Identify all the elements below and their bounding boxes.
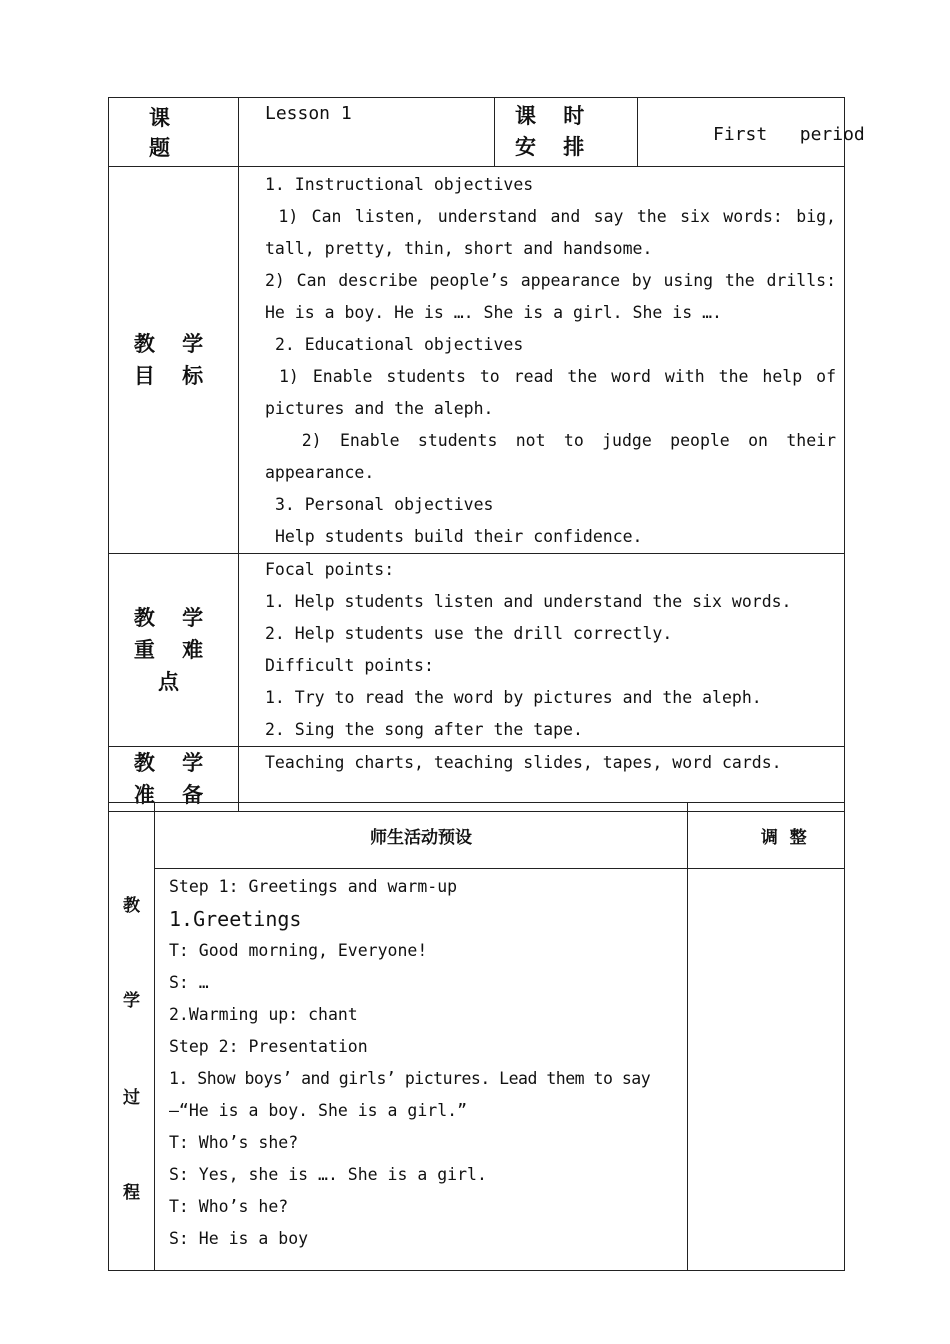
activity-line: T: Who’s she? [169, 1133, 299, 1152]
topic-label-text: 课 题 [149, 106, 198, 160]
preparation-label-line-2: 准 备 [133, 783, 214, 807]
activity-line: S: He is a boy [169, 1229, 309, 1248]
topic-label [109, 98, 239, 167]
objective-line: 1. Instructional objectives [265, 175, 534, 194]
key-point-line: 2. Help students use the drill correctly. [265, 624, 673, 643]
key-points-row [109, 554, 845, 747]
process-side-char: 程 [123, 1183, 140, 1203]
teaching-process-table [108, 802, 845, 1271]
objectives-row [109, 167, 845, 554]
objective-line: 2. Educational objectives [265, 335, 524, 354]
lesson-plan-table [108, 97, 865, 812]
activity-column-header-text: 师生活动预设 [370, 828, 472, 848]
activity-line: 1. Show boys’ and girls’ pictures. Lead them to say [169, 1069, 651, 1088]
key-point-line: 2. Sing the song after the tape. [265, 720, 583, 739]
lesson-title [239, 98, 495, 167]
header-row [109, 98, 845, 167]
objective-line: 2) Enable students not to judge people on their [265, 431, 836, 450]
activity-line: S: Yes, she is …. She is a girl. [169, 1165, 487, 1184]
objective-line: Help students build their confidence. [265, 527, 643, 546]
schedule-label [495, 98, 638, 167]
preparation-text: Teaching charts, teaching slides, tapes, word cards. [265, 753, 782, 772]
objective-line: 2) Can describe people’s appearance by using the drills: [265, 271, 836, 290]
objectives-content [239, 167, 845, 554]
key-points-label-line-1: 教 学 [133, 606, 214, 630]
objective-line: tall, pretty, thin, short and handsome. [265, 239, 653, 258]
activity-line: S: … [169, 973, 209, 992]
activity-line: 1.Greetings [169, 907, 302, 931]
objective-line: 3. Personal objectives [265, 495, 494, 514]
process-side-label [109, 803, 155, 1271]
objectives-label-line-1: 教 学 [133, 332, 214, 356]
schedule-label-line-1: 课 时 [515, 104, 595, 128]
period-value: First period [713, 124, 865, 145]
activity-content [155, 869, 688, 1271]
objectives-label-line-2: 目 标 [133, 364, 214, 388]
process-side-char: 过 [123, 1088, 140, 1108]
activity-line: —“He is a boy. She is a girl.” [169, 1101, 468, 1120]
objective-line: appearance. [265, 463, 375, 482]
preparation-label-line-1: 教 学 [133, 751, 214, 775]
activity-line: Step 2: Presentation [169, 1037, 368, 1056]
activity-column-header [155, 803, 688, 869]
key-points-label-line-2: 重 难 [133, 638, 214, 662]
adjust-content [688, 869, 845, 1271]
key-points-label [109, 554, 239, 747]
activity-line: 2.Warming up: chant [169, 1005, 358, 1024]
key-point-line: Focal points: [265, 560, 395, 579]
process-body-row [109, 869, 845, 1271]
objectives-label [109, 167, 239, 554]
objective-line: pictures and the aleph. [265, 399, 494, 418]
process-side-char: 教 [123, 896, 140, 916]
adjust-column-header-text: 调 整 [760, 828, 807, 848]
activity-line: T: Who’s he? [169, 1197, 289, 1216]
activity-line: T: Good morning, Everyone! [169, 941, 428, 960]
key-point-line: 1. Try to read the word by pictures and the aleph. [265, 688, 762, 707]
key-point-line: 1. Help students listen and understand the six words. [265, 592, 792, 611]
activity-line: Step 1: Greetings and warm-up [169, 877, 458, 896]
objective-line: 1) Can listen, understand and say the six words: big, [265, 207, 836, 226]
key-point-line: Difficult points: [265, 656, 434, 675]
schedule-label-line-2: 安 排 [515, 135, 595, 159]
lesson-value: Lesson 1 [265, 103, 352, 124]
objective-line: 1) Enable students to read the word with the help of [265, 367, 836, 386]
process-header-row [109, 803, 845, 869]
process-side-char: 学 [123, 991, 140, 1011]
period-cell [638, 98, 865, 167]
key-points-content [239, 554, 845, 747]
adjust-column-header [688, 803, 845, 869]
objective-line: He is a boy. He is …. She is a girl. She is …. [265, 303, 722, 322]
key-points-label-line-3: 点 [158, 670, 189, 694]
